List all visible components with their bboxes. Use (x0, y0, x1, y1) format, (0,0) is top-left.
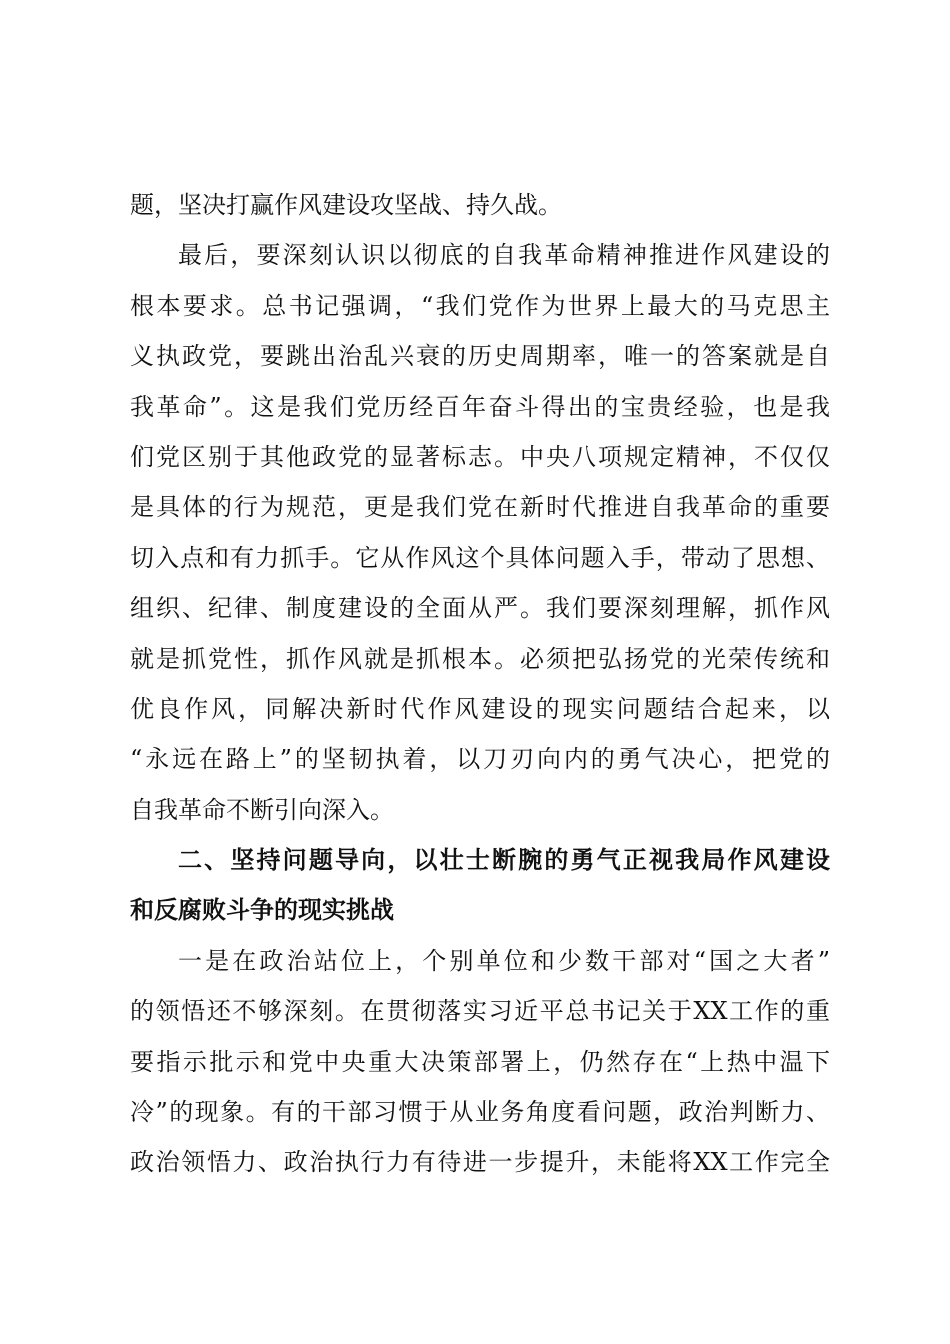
text-line: 们党区别于其他政党的显著标志。中央八项规定精神，不仅仅 (130, 442, 830, 471)
text-line: 的领悟还不够深刻。在贯彻落实习近平总书记关于XX工作的重 (130, 997, 830, 1026)
paragraph-continuation (130, 180, 830, 230)
text-line: “永远在路上”的坚韧执着，以刀刃向内的勇气决心，把党的 (130, 745, 830, 774)
text-line: 优良作风，同解决新时代作风建设的现实问题结合起来，以 (130, 694, 830, 723)
text-line: 要指示批示和党中央重大决策部署上，仍然存在“上热中温下 (130, 1047, 830, 1076)
document-body (130, 180, 830, 1188)
text-line: 我革命”。这是我们党历经百年奋斗得出的宝贵经验，也是我 (130, 392, 830, 421)
heading-line: 和反腐败斗争的现实挑战 (130, 896, 394, 925)
text-line: 最后，要深刻认识以彻底的自我革命精神推进作风建设的 (178, 241, 830, 270)
text-line: 根本要求。总书记强调，“我们党作为世界上最大的马克思主 (130, 291, 830, 320)
text-line: 切入点和有力抓手。它从作风这个具体问题入手，带动了思想、 (130, 543, 830, 572)
text-line: 是具体的行为规范，更是我们党在新时代推进自我革命的重要 (130, 493, 830, 522)
text-line: 组织、纪律、制度建设的全面从严。我们要深刻理解，抓作风 (130, 594, 830, 623)
text-line: 一是在政治站位上，个别单位和少数干部对“国之大者” (178, 946, 830, 975)
text-line: 冷”的现象。有的干部习惯于从业务角度看问题，政治判断力、 (130, 1098, 830, 1127)
paragraph-final-requirement (130, 230, 830, 835)
section-heading (130, 835, 830, 936)
heading-line: 二、坚持问题导向，以壮士断腕的勇气正视我局作风建设 (178, 846, 830, 875)
text-line: 自我革命不断引向深入。 (130, 795, 394, 824)
text-line: 就是抓党性，抓作风就是抓根本。必须把弘扬党的光荣传统和 (130, 644, 830, 673)
text-line: 义执政党，要跳出治乱兴衰的历史周期率，唯一的答案就是自 (130, 342, 830, 371)
text-line: 政治领悟力、政治执行力有待进一步提升，未能将XX工作完全 (130, 1148, 830, 1177)
text-line: 题，坚决打赢作风建设攻坚战、持久战。 (130, 191, 562, 219)
paragraph-political-stance (130, 936, 830, 1188)
